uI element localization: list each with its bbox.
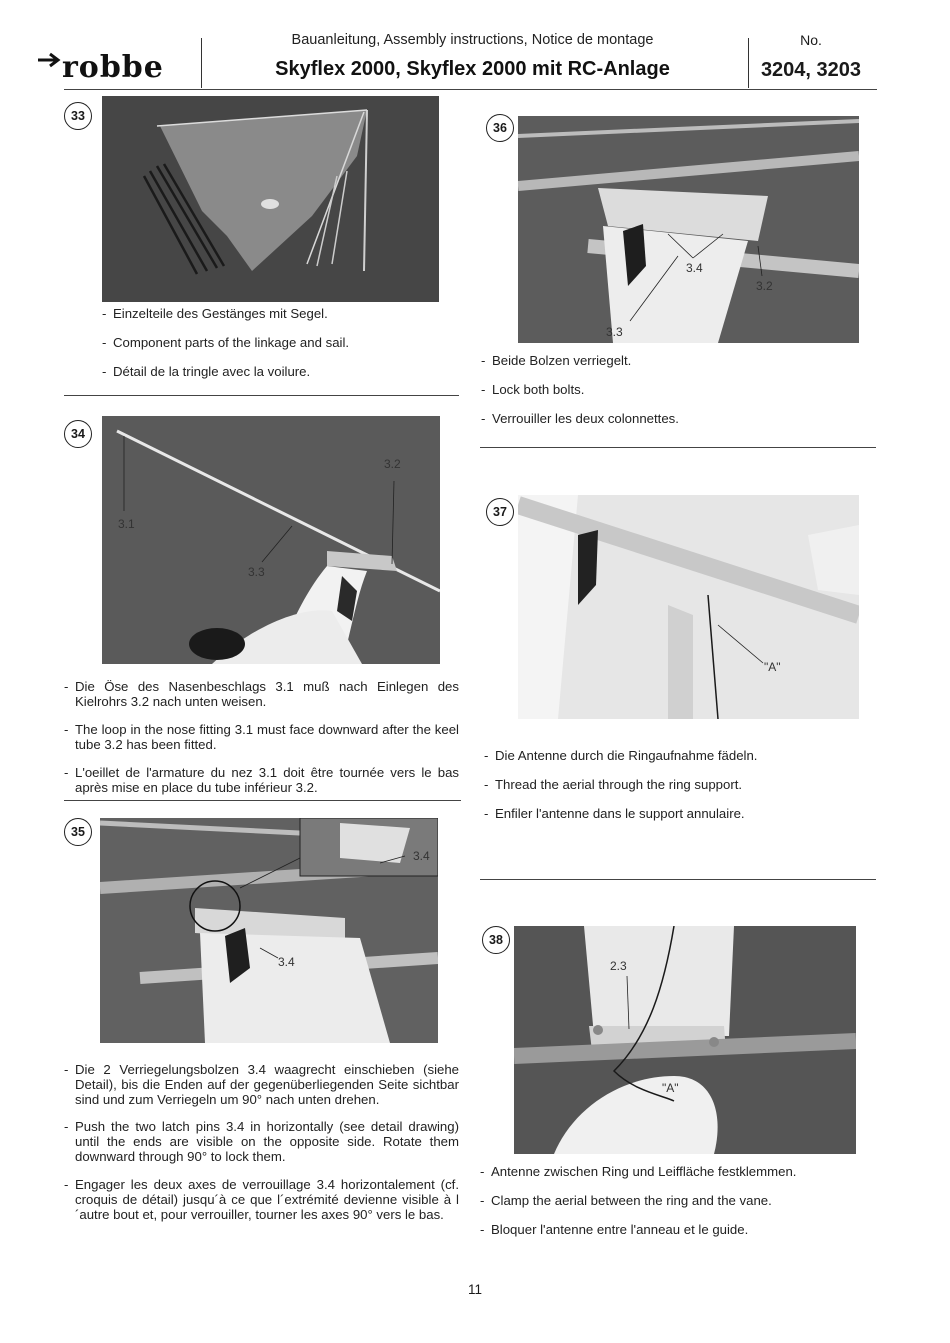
- step-37-divider: [480, 879, 876, 880]
- step-36-number: 36: [486, 114, 514, 142]
- logo-arrow-icon: [38, 50, 178, 84]
- step-38-caption-de: - Antenne zwischen Ring und Leiffläche festklemmen.: [480, 1164, 797, 1179]
- step-33-divider: [64, 395, 459, 396]
- step-35-caption-fr: - Engager les deux axes de verrouillage 3.4 horizontalement (cf. croquis de détail) jusqu´à ce que l´extrémité devienne visible à l´autre bout et, pour verrouiller, tourner les axes 90° vers le bas.: [64, 1177, 459, 1222]
- step-36-label-3-3: 3.3: [606, 325, 623, 339]
- step-34-caption-de: - Die Öse des Nasenbeschlags 3.1 muß nach Einlegen des Kielrohrs 3.2 nach unten weisen.: [64, 679, 459, 709]
- step-37-caption-de: - Die Antenne durch die Ringaufnahme fädeln.: [484, 748, 758, 763]
- step-35-label-3-4-detail: 3.4: [413, 849, 430, 863]
- step-36-caption-en: - Lock both bolts.: [481, 382, 585, 397]
- step-34-photo: [102, 416, 440, 664]
- step-33-caption-fr: - Détail de la tringle avec la voilure.: [102, 364, 311, 379]
- header-rule: [64, 89, 877, 90]
- step-36-label-3-4: 3.4: [686, 261, 703, 275]
- step-34-label-3-2: 3.2: [384, 457, 401, 471]
- step-34-label-3-1: 3.1: [118, 517, 135, 531]
- step-33-photo: [102, 96, 439, 302]
- step-35-caption-de: - Die 2 Verriegelungsbolzen 3.4 waagrecht einschieben (siehe Detail), bis die Enden auf der gegenüberliegenden Seite sichtbar sind und zum Verriegeln um 90° nach unten drehen.: [64, 1062, 459, 1107]
- brand-name: robbe: [62, 50, 164, 84]
- header-subtitle: Bauanleitung, Assembly instructions, Notice de montage: [291, 32, 654, 48]
- step-33-caption-de: - Einzelteile des Gestänges mit Segel.: [102, 306, 328, 321]
- step-36-caption-de: - Beide Bolzen verriegelt.: [481, 353, 632, 368]
- step-35-label-3-4: 3.4: [278, 955, 295, 969]
- step-34-caption-en: - The loop in the nose fitting 3.1 must face downward after the keel tube 3.2 has been fitted.: [64, 722, 459, 752]
- number-label: No.: [800, 32, 822, 48]
- step-36-caption-fr: - Verrouiller les deux colonnettes.: [481, 411, 679, 426]
- step-38-label-2-3: 2.3: [610, 959, 627, 973]
- step-33-caption-en: - Component parts of the linkage and sail.: [102, 335, 350, 350]
- step-36-divider: [480, 447, 876, 448]
- step-37-photo: [518, 495, 859, 719]
- header-divider-right: [748, 38, 749, 88]
- step-37-number: 37: [486, 498, 514, 526]
- step-38-caption-fr: - Bloquer l'antenne entre l'anneau et le guide.: [480, 1222, 749, 1237]
- step-34-number: 34: [64, 420, 92, 448]
- step-38-photo: [514, 926, 856, 1154]
- step-35-caption-en: - Push the two latch pins 3.4 in horizontally (see detail drawing) until the ends are visible on the opposite side. Rotate them downward through 90° to lock them.: [64, 1119, 459, 1164]
- step-34-divider: [64, 800, 461, 801]
- step-34-label-3-3: 3.3: [248, 565, 265, 579]
- step-38-label-a: "A": [662, 1081, 679, 1095]
- step-37-label-a: "A": [764, 660, 781, 674]
- page-number: 11: [467, 1282, 482, 1297]
- page-title: Skyflex 2000, Skyflex 2000 mit RC-Anlage: [275, 58, 670, 80]
- step-38-caption-en: - Clamp the aerial between the ring and the vane.: [480, 1193, 772, 1208]
- step-37-caption-en: - Thread the aerial through the ring support.: [484, 777, 743, 792]
- step-34-caption-fr: - L'oeillet de l'armature du nez 3.1 doit être tournée vers le bas après mise en place du tube inférieur 3.2.: [64, 765, 459, 795]
- step-36-label-3-2: 3.2: [756, 279, 773, 293]
- step-33-number: 33: [64, 102, 92, 130]
- step-37-caption-fr: - Enfiler l'antenne dans le support annulaire.: [484, 806, 745, 821]
- step-38-number: 38: [482, 926, 510, 954]
- article-number: 3204, 3203: [760, 59, 862, 81]
- robbe-logo: [38, 50, 178, 84]
- step-36-photo: [518, 116, 859, 343]
- step-35-number: 35: [64, 818, 92, 846]
- step-35-photo: [100, 818, 438, 1043]
